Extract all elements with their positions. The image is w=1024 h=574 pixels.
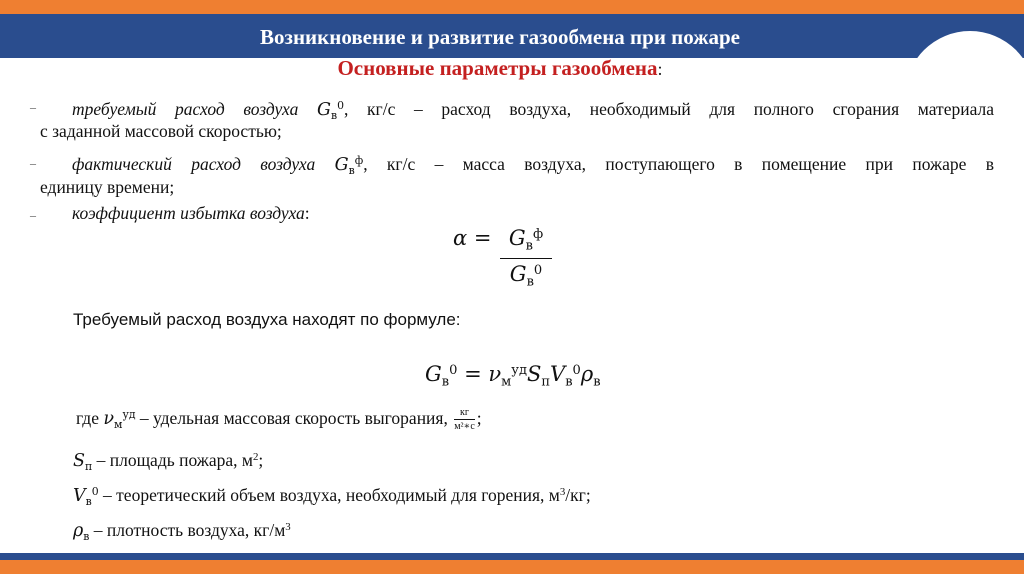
s-symbol: $S_п$ <box>73 450 93 473</box>
fraction-bar <box>500 258 552 259</box>
definition-v: где $\nu_м^{уд}$ – удельная массовая скорость выгорания, кг м²∗с ; <box>76 407 482 433</box>
item-2-line-2: единицу времени; <box>40 177 175 197</box>
slide-subtitle <box>0 56 1000 81</box>
item-1-symbol: $G_в^0$ <box>317 99 344 122</box>
bullet-dash: – <box>30 100 36 114</box>
subtitle-text: Основные параметры газообмена <box>337 56 658 80</box>
main-formula: $G_в^0 = \nu_м^{уд}S_пV_в^0\rho_в$ <box>425 362 601 390</box>
top-accent-bar <box>0 0 1024 14</box>
definition-s: $S_п$ – площадь пожара, $м^2$; <box>73 449 264 473</box>
alpha-fraction <box>500 226 552 289</box>
vv-symbol: $V_в^0$ <box>73 485 99 508</box>
bullet-dash: – <box>30 208 36 222</box>
unit-fraction: кг м²∗с <box>454 407 475 433</box>
item-1-text: , кг/с – расход воздуха, необходимый для полного сгорания материала <box>344 98 995 119</box>
item-3-line-1: коэффициент избытка воздуха: <box>72 203 310 223</box>
alpha-numerator: $G_в^ф$ <box>508 226 544 254</box>
bullet-dash: – <box>30 156 36 170</box>
subtitle-colon: : <box>657 59 663 79</box>
bottom-accent-bar <box>0 560 1024 574</box>
definition-rho: $\rho_в$ – плотность воздуха, $кг/м^3$ <box>73 519 291 543</box>
item-2-line-1 <box>72 150 994 182</box>
item-2-text: , кг/с – масса воздуха, поступающего в помещение при пожаре в <box>363 153 995 174</box>
item-2-symbol: $G_в^ф$ <box>334 154 364 177</box>
item-3-label: коэффициент избытка воздуха <box>72 203 305 223</box>
alpha-denominator: $G_в^0$ <box>509 261 543 290</box>
bottom-blue-bar <box>0 553 1024 560</box>
alpha-lhs: α = <box>453 226 492 250</box>
v-symbol: $\nu_м^{уд}$ <box>103 408 136 431</box>
slide-title: Возникновение и развитие газообмена при пожаре <box>260 25 740 49</box>
item-1-line-2: с заданной массовой скоростью; <box>40 121 282 141</box>
item-2-label: фактический расход воздуха <box>72 153 316 174</box>
rho-symbol: $\rho_в$ <box>73 520 90 543</box>
definition-vv: $V_в^0$ – теоретический объем воздуха, необходимый для горения, $м^3/кг$; <box>73 484 591 508</box>
formula-intro: Требуемый расход воздуха находят по формуле: <box>73 310 461 329</box>
item-1-label: требуемый расход воздуха <box>72 98 299 119</box>
